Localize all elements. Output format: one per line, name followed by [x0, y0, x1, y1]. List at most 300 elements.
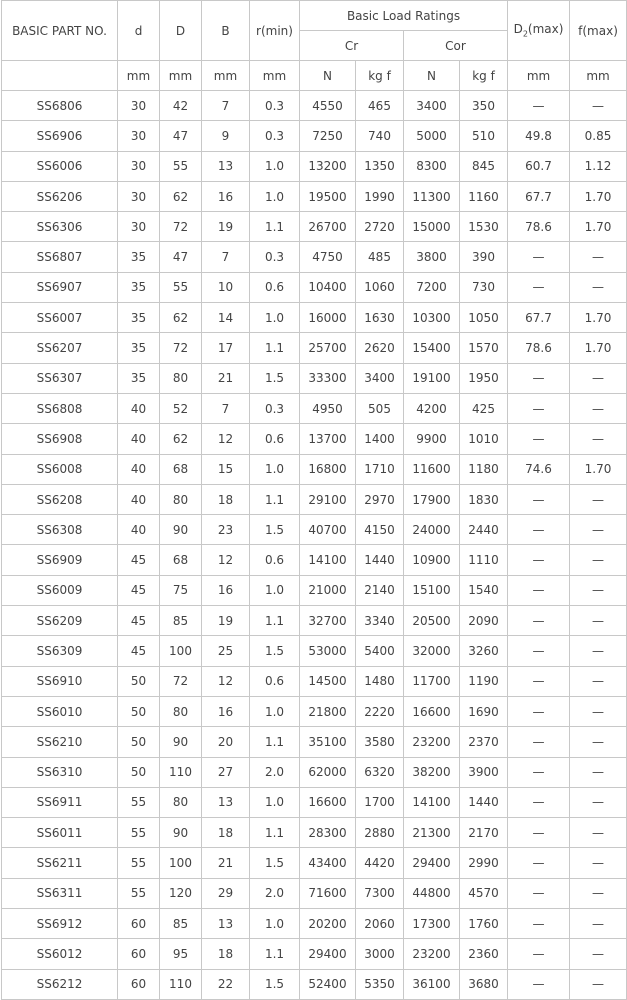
- r-min-cell: 1.1: [250, 484, 300, 514]
- cr-n-cell: 52400: [300, 969, 356, 999]
- cor-n-cell: 36100: [404, 969, 460, 999]
- cr-kgf-cell: 2140: [356, 575, 404, 605]
- B-cell: 18: [202, 818, 250, 848]
- cor-n-cell: 11700: [404, 666, 460, 696]
- B-cell: 13: [202, 787, 250, 817]
- cor-n-cell: 20500: [404, 606, 460, 636]
- D-cell: 75: [160, 575, 202, 605]
- cr-kgf-cell: 1710: [356, 454, 404, 484]
- cor-n-cell: 29400: [404, 848, 460, 878]
- B-cell: 12: [202, 424, 250, 454]
- r-min-cell: 1.0: [250, 151, 300, 181]
- B-cell: 9: [202, 121, 250, 151]
- table-row: [2, 121, 627, 151]
- cr-n-cell: 19500: [300, 181, 356, 211]
- B-cell: 13: [202, 909, 250, 939]
- cr-n-cell: 35100: [300, 727, 356, 757]
- cor-n-cell: 17900: [404, 484, 460, 514]
- cr-kgf-cell: 1400: [356, 424, 404, 454]
- part-no-cell: SS6010: [2, 696, 118, 726]
- r-min-cell: 1.1: [250, 939, 300, 969]
- B-cell: 19: [202, 606, 250, 636]
- B-cell: 21: [202, 363, 250, 393]
- cr-n-cell: 71600: [300, 878, 356, 908]
- d-cell: 50: [118, 696, 160, 726]
- cr-n-cell: 21000: [300, 575, 356, 605]
- B-cell: 7: [202, 393, 250, 423]
- B-cell: 16: [202, 696, 250, 726]
- f-max-cell: —: [570, 969, 627, 999]
- B-cell: 15: [202, 454, 250, 484]
- B-cell: 18: [202, 484, 250, 514]
- f-max-cell: —: [570, 606, 627, 636]
- r-min-cell: 1.5: [250, 363, 300, 393]
- f-max-cell: —: [570, 575, 627, 605]
- table-row: [2, 969, 627, 999]
- d-cell: 55: [118, 878, 160, 908]
- r-min-cell: 1.1: [250, 606, 300, 636]
- part-no-cell: SS6008: [2, 454, 118, 484]
- cor-kgf-cell: 390: [460, 242, 508, 272]
- cr-n-cell: 29100: [300, 484, 356, 514]
- cor-n-cell: 5000: [404, 121, 460, 151]
- D-cell: 62: [160, 303, 202, 333]
- table-row: [2, 787, 627, 817]
- cor-kgf-cell: 2360: [460, 939, 508, 969]
- part-no-cell: SS6009: [2, 575, 118, 605]
- part-no-cell: SS6207: [2, 333, 118, 363]
- cr-kgf-cell: 2970: [356, 484, 404, 514]
- f-max-cell: —: [570, 757, 627, 787]
- B-cell: 7: [202, 91, 250, 121]
- cr-n-cell: 32700: [300, 606, 356, 636]
- cr-kgf-cell: 485: [356, 242, 404, 272]
- cor-n-cell: 10300: [404, 303, 460, 333]
- cor-n-cell: 32000: [404, 636, 460, 666]
- cor-n-cell: 23200: [404, 727, 460, 757]
- part-no-cell: SS6210: [2, 727, 118, 757]
- D-cell: 52: [160, 393, 202, 423]
- D-cell: 62: [160, 424, 202, 454]
- cor-n-cell: 8300: [404, 151, 460, 181]
- cor-kgf-cell: 1830: [460, 484, 508, 514]
- B-cell: 20: [202, 727, 250, 757]
- unit-cell: mm: [160, 61, 202, 91]
- D-cell: 68: [160, 545, 202, 575]
- r-min-cell: 1.0: [250, 909, 300, 939]
- d-cell: 50: [118, 666, 160, 696]
- cor-n-cell: 3400: [404, 91, 460, 121]
- table-row: [2, 363, 627, 393]
- f-max-cell: —: [570, 848, 627, 878]
- cor-n-cell: 3800: [404, 242, 460, 272]
- part-no-cell: SS6912: [2, 909, 118, 939]
- cor-kgf-cell: 1540: [460, 575, 508, 605]
- cor-kgf-cell: 425: [460, 393, 508, 423]
- f-max-cell: —: [570, 545, 627, 575]
- D-cell: 100: [160, 636, 202, 666]
- cor-n-cell: 16600: [404, 696, 460, 726]
- d2-max-cell: —: [508, 696, 570, 726]
- cr-n-cell: 26700: [300, 212, 356, 242]
- cr-n-cell: 28300: [300, 818, 356, 848]
- cor-kgf-cell: 730: [460, 272, 508, 302]
- part-no-cell: SS6309: [2, 636, 118, 666]
- d2-max-cell: 74.6: [508, 454, 570, 484]
- r-min-cell: 1.1: [250, 818, 300, 848]
- d2-max-cell: —: [508, 939, 570, 969]
- cor-kgf-cell: 3900: [460, 757, 508, 787]
- cr-n-cell: 21800: [300, 696, 356, 726]
- r-min-cell: 1.0: [250, 303, 300, 333]
- cr-n-cell: 14100: [300, 545, 356, 575]
- unit-cell: N: [404, 61, 460, 91]
- cor-kgf-cell: 1110: [460, 545, 508, 575]
- B-cell: 18: [202, 939, 250, 969]
- cr-n-cell: 53000: [300, 636, 356, 666]
- r-min-cell: 0.3: [250, 91, 300, 121]
- part-no-cell: SS6306: [2, 212, 118, 242]
- table-row: [2, 909, 627, 939]
- table-row: [2, 848, 627, 878]
- r-min-cell: 0.3: [250, 242, 300, 272]
- d-cell: 40: [118, 393, 160, 423]
- cr-kgf-cell: 2720: [356, 212, 404, 242]
- cor-n-cell: 7200: [404, 272, 460, 302]
- table-row: [2, 303, 627, 333]
- cr-n-cell: 40700: [300, 515, 356, 545]
- d-cell: 50: [118, 727, 160, 757]
- D-cell: 80: [160, 787, 202, 817]
- B-cell: 14: [202, 303, 250, 333]
- part-no-cell: SS6906: [2, 121, 118, 151]
- D-cell: 85: [160, 909, 202, 939]
- B-cell: 10: [202, 272, 250, 302]
- B-header: B: [202, 1, 250, 61]
- unit-cell: kg f: [460, 61, 508, 91]
- r-min-cell: 1.0: [250, 575, 300, 605]
- D-cell: 85: [160, 606, 202, 636]
- cr-n-cell: 10400: [300, 272, 356, 302]
- d-cell: 35: [118, 303, 160, 333]
- cr-kgf-cell: 505: [356, 393, 404, 423]
- table-row: [2, 757, 627, 787]
- D-cell: 47: [160, 121, 202, 151]
- d-cell: 55: [118, 848, 160, 878]
- d-cell: 55: [118, 818, 160, 848]
- r-min-cell: 0.6: [250, 272, 300, 302]
- cr-n-cell: 16600: [300, 787, 356, 817]
- table-row: [2, 545, 627, 575]
- unit-cell: mm: [570, 61, 627, 91]
- f-max-header: f(max): [570, 1, 627, 61]
- table-row: [2, 878, 627, 908]
- d2-max-header: $D_2(\max)$: [508, 1, 570, 61]
- cor-kgf-cell: 1950: [460, 363, 508, 393]
- D-cell: 90: [160, 727, 202, 757]
- table-body: [2, 91, 627, 1000]
- cr-kgf-cell: 1060: [356, 272, 404, 302]
- f-max-cell: 1.70: [570, 303, 627, 333]
- unit-cell: mm: [202, 61, 250, 91]
- f-max-cell: —: [570, 484, 627, 514]
- d-cell: 30: [118, 151, 160, 181]
- cor-kgf-cell: 2370: [460, 727, 508, 757]
- unit-cell: mm: [250, 61, 300, 91]
- cr-n-cell: 4950: [300, 393, 356, 423]
- load-ratings-header: Basic Load Ratings: [300, 1, 508, 31]
- B-cell: 23: [202, 515, 250, 545]
- cr-kgf-cell: 5350: [356, 969, 404, 999]
- D-header: D: [160, 1, 202, 61]
- cor-kgf-cell: 3260: [460, 636, 508, 666]
- part-no-header: BASIC PART NO.: [2, 1, 118, 61]
- r-min-cell: 0.3: [250, 121, 300, 151]
- B-cell: 13: [202, 151, 250, 181]
- cor-n-cell: 11600: [404, 454, 460, 484]
- B-cell: 27: [202, 757, 250, 787]
- D-cell: 55: [160, 151, 202, 181]
- cr-n-cell: 13700: [300, 424, 356, 454]
- d2-max-cell: —: [508, 727, 570, 757]
- r-min-cell: 0.3: [250, 393, 300, 423]
- D-cell: 120: [160, 878, 202, 908]
- cor-n-cell: 11300: [404, 181, 460, 211]
- d-cell: 30: [118, 181, 160, 211]
- table-row: [2, 91, 627, 121]
- part-no-cell: SS6911: [2, 787, 118, 817]
- table-row: [2, 151, 627, 181]
- part-no-cell: SS6011: [2, 818, 118, 848]
- r-min-cell: 1.0: [250, 181, 300, 211]
- D-cell: 100: [160, 848, 202, 878]
- d2-max-cell: 67.7: [508, 181, 570, 211]
- d2-max-cell: —: [508, 363, 570, 393]
- r-min-cell: 2.0: [250, 878, 300, 908]
- d2-max-cell: —: [508, 787, 570, 817]
- f-max-cell: 0.85: [570, 121, 627, 151]
- B-cell: 17: [202, 333, 250, 363]
- part-no-cell: SS6310: [2, 757, 118, 787]
- cor-n-cell: 17300: [404, 909, 460, 939]
- d-cell: 45: [118, 575, 160, 605]
- cor-kgf-cell: 1690: [460, 696, 508, 726]
- cor-kgf-cell: 350: [460, 91, 508, 121]
- part-no-cell: SS6209: [2, 606, 118, 636]
- cr-kgf-cell: 1700: [356, 787, 404, 817]
- cor-n-cell: 24000: [404, 515, 460, 545]
- part-no-cell: SS6311: [2, 878, 118, 908]
- f-max-cell: 1.12: [570, 151, 627, 181]
- B-cell: 16: [202, 575, 250, 605]
- d2-max-cell: —: [508, 91, 570, 121]
- cor-kgf-cell: 1160: [460, 181, 508, 211]
- part-no-cell: SS6012: [2, 939, 118, 969]
- units-blank: [2, 61, 118, 91]
- part-no-cell: SS6907: [2, 272, 118, 302]
- table-row: [2, 393, 627, 423]
- cor-n-cell: 15000: [404, 212, 460, 242]
- d2-max-cell: 60.7: [508, 151, 570, 181]
- cr-kgf-cell: 4420: [356, 848, 404, 878]
- table-row: [2, 727, 627, 757]
- d-cell: 40: [118, 424, 160, 454]
- D-cell: 72: [160, 212, 202, 242]
- r-min-cell: 1.0: [250, 787, 300, 817]
- cr-kgf-cell: 3000: [356, 939, 404, 969]
- d-cell: 30: [118, 91, 160, 121]
- d-cell: 60: [118, 909, 160, 939]
- cor-kgf-cell: 2090: [460, 606, 508, 636]
- f-max-cell: —: [570, 363, 627, 393]
- table-row: [2, 242, 627, 272]
- cor-kgf-cell: 1180: [460, 454, 508, 484]
- cr-n-cell: 25700: [300, 333, 356, 363]
- cor-n-cell: 23200: [404, 939, 460, 969]
- table-row: [2, 606, 627, 636]
- cr-kgf-cell: 740: [356, 121, 404, 151]
- cor-n-cell: 19100: [404, 363, 460, 393]
- D-cell: 55: [160, 272, 202, 302]
- part-no-cell: SS6212: [2, 969, 118, 999]
- table-row: [2, 484, 627, 514]
- part-no-cell: SS6308: [2, 515, 118, 545]
- d2-max-cell: —: [508, 575, 570, 605]
- d2-max-cell: —: [508, 666, 570, 696]
- cor-kgf-cell: 2170: [460, 818, 508, 848]
- part-no-cell: SS6909: [2, 545, 118, 575]
- cor-header: Cor: [404, 31, 508, 61]
- r-min-cell: 0.6: [250, 545, 300, 575]
- part-no-cell: SS6806: [2, 91, 118, 121]
- r-min-cell: 1.0: [250, 696, 300, 726]
- d-cell: 35: [118, 242, 160, 272]
- cor-kgf-cell: 1760: [460, 909, 508, 939]
- f-max-cell: —: [570, 939, 627, 969]
- B-cell: 29: [202, 878, 250, 908]
- cr-n-cell: 29400: [300, 939, 356, 969]
- unit-cell: mm: [118, 61, 160, 91]
- cr-kgf-cell: 2620: [356, 333, 404, 363]
- d-cell: 40: [118, 515, 160, 545]
- unit-cell: mm: [508, 61, 570, 91]
- d2-max-cell: —: [508, 606, 570, 636]
- cor-kgf-cell: 510: [460, 121, 508, 151]
- d2-max-cell: —: [508, 636, 570, 666]
- r-min-cell: 1.5: [250, 636, 300, 666]
- d-cell: 45: [118, 606, 160, 636]
- cr-kgf-cell: 465: [356, 91, 404, 121]
- part-no-cell: SS6307: [2, 363, 118, 393]
- cr-n-cell: 62000: [300, 757, 356, 787]
- cr-n-cell: 43400: [300, 848, 356, 878]
- part-no-cell: SS6007: [2, 303, 118, 333]
- cor-n-cell: 4200: [404, 393, 460, 423]
- cr-n-cell: 14500: [300, 666, 356, 696]
- cor-kgf-cell: 2440: [460, 515, 508, 545]
- table-row: [2, 515, 627, 545]
- d-cell: 60: [118, 939, 160, 969]
- d2-max-cell: —: [508, 393, 570, 423]
- d2-max-cell: 67.7: [508, 303, 570, 333]
- D-cell: 80: [160, 484, 202, 514]
- d-cell: 35: [118, 363, 160, 393]
- f-max-cell: —: [570, 424, 627, 454]
- f-max-cell: —: [570, 515, 627, 545]
- cr-n-cell: 4750: [300, 242, 356, 272]
- r-min-cell: 1.5: [250, 969, 300, 999]
- cr-kgf-cell: 1630: [356, 303, 404, 333]
- D-cell: 72: [160, 333, 202, 363]
- cr-kgf-cell: 2060: [356, 909, 404, 939]
- D-cell: 110: [160, 757, 202, 787]
- d-cell: 40: [118, 484, 160, 514]
- cr-kgf-cell: 1480: [356, 666, 404, 696]
- table-row: [2, 939, 627, 969]
- cr-kgf-cell: 4150: [356, 515, 404, 545]
- f-max-cell: —: [570, 393, 627, 423]
- cor-n-cell: 15400: [404, 333, 460, 363]
- cr-n-cell: 16800: [300, 454, 356, 484]
- units-row: [2, 61, 627, 91]
- cor-kgf-cell: 1440: [460, 787, 508, 817]
- cor-n-cell: 15100: [404, 575, 460, 605]
- f-max-cell: —: [570, 727, 627, 757]
- d-cell: 30: [118, 212, 160, 242]
- d-cell: 45: [118, 636, 160, 666]
- D-cell: 90: [160, 818, 202, 848]
- cr-n-cell: 33300: [300, 363, 356, 393]
- cor-n-cell: 44800: [404, 878, 460, 908]
- f-max-cell: 1.70: [570, 181, 627, 211]
- cr-kgf-cell: 6320: [356, 757, 404, 787]
- cor-kgf-cell: 1190: [460, 666, 508, 696]
- bearing-spec-table: [1, 0, 627, 1000]
- d2-max-cell: —: [508, 545, 570, 575]
- cr-kgf-cell: 1990: [356, 181, 404, 211]
- cr-kgf-cell: 7300: [356, 878, 404, 908]
- d2-max-cell: —: [508, 909, 570, 939]
- f-max-cell: —: [570, 636, 627, 666]
- r-min-cell: 1.5: [250, 515, 300, 545]
- cor-kgf-cell: 1570: [460, 333, 508, 363]
- r-min-cell: 0.6: [250, 424, 300, 454]
- f-max-cell: —: [570, 909, 627, 939]
- f-max-cell: 1.70: [570, 212, 627, 242]
- cor-kgf-cell: 3680: [460, 969, 508, 999]
- table-row: [2, 696, 627, 726]
- table-row: [2, 424, 627, 454]
- part-no-cell: SS6006: [2, 151, 118, 181]
- part-no-cell: SS6808: [2, 393, 118, 423]
- f-max-cell: —: [570, 696, 627, 726]
- table-row: [2, 212, 627, 242]
- D-cell: 80: [160, 363, 202, 393]
- d-cell: 55: [118, 787, 160, 817]
- d2-max-cell: 78.6: [508, 212, 570, 242]
- d2-max-cell: —: [508, 424, 570, 454]
- cr-kgf-cell: 5400: [356, 636, 404, 666]
- cor-kgf-cell: 1050: [460, 303, 508, 333]
- cor-n-cell: 21300: [404, 818, 460, 848]
- d-cell: 35: [118, 272, 160, 302]
- cr-kgf-cell: 3340: [356, 606, 404, 636]
- cr-kgf-cell: 1350: [356, 151, 404, 181]
- part-no-cell: SS6910: [2, 666, 118, 696]
- d2-max-cell: —: [508, 969, 570, 999]
- d2-max-cell: —: [508, 515, 570, 545]
- cor-kgf-cell: 1530: [460, 212, 508, 242]
